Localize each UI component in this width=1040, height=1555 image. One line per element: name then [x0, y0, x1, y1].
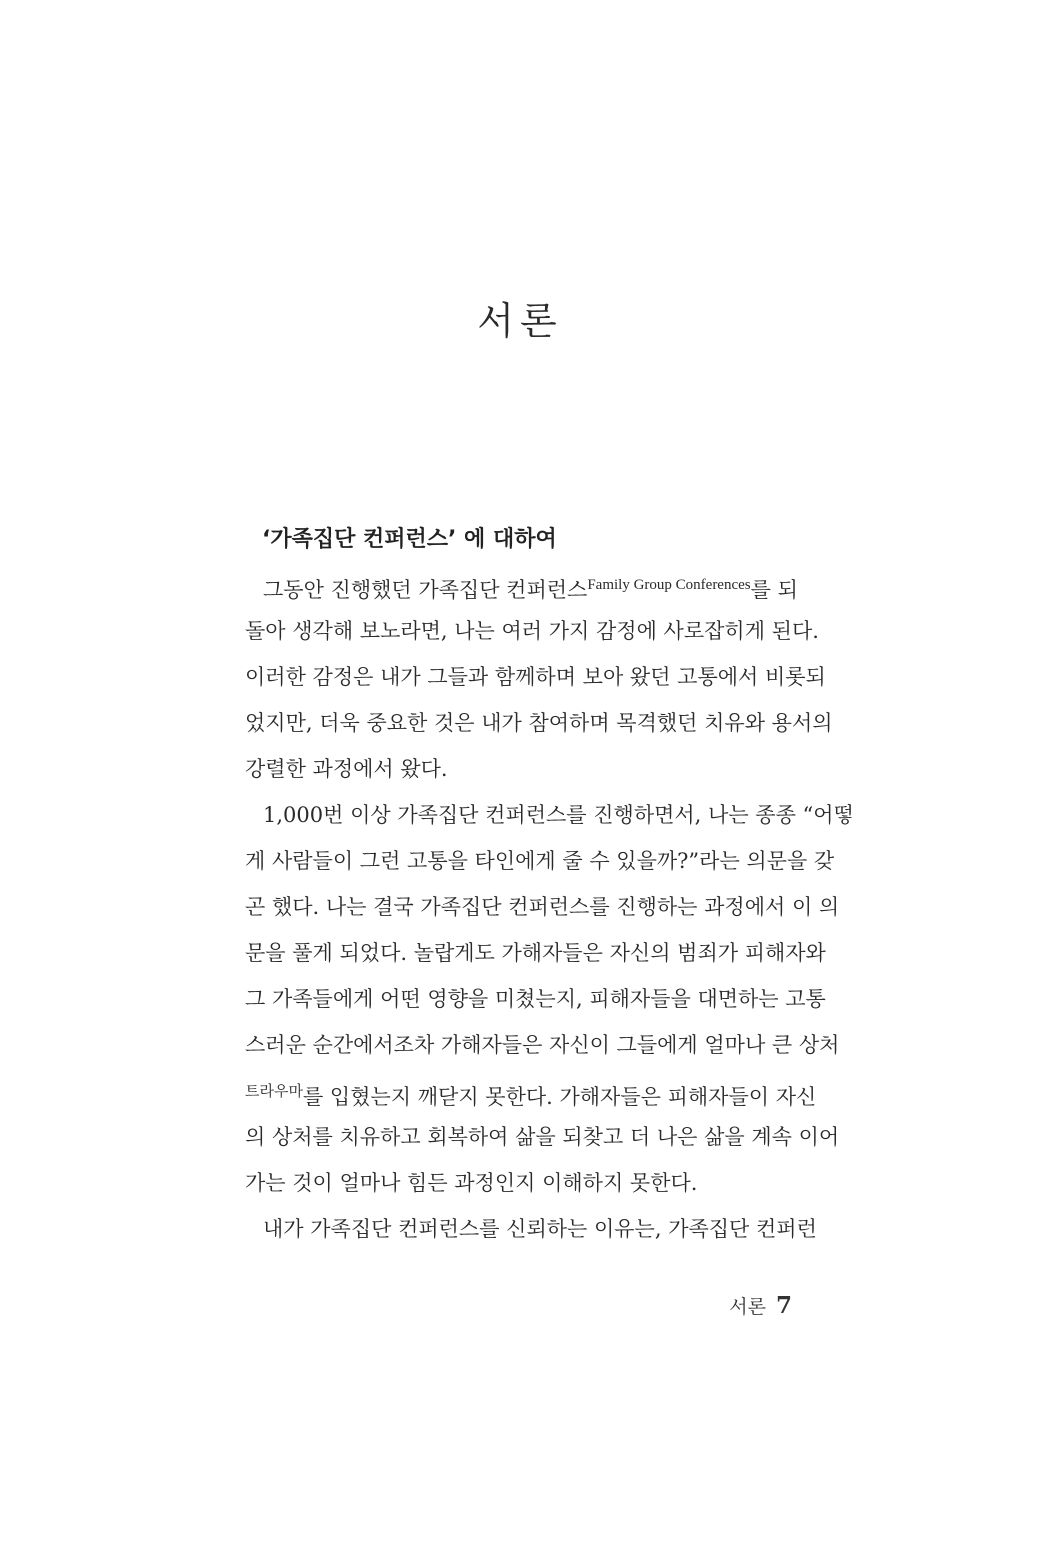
- paragraph-line: [245, 562, 798, 608]
- paragraph-line: 돌아 생각해 보노라면, 나는 여러 가지 감정에 사로잡히게 된다.: [245, 619, 819, 643]
- text-segment: 를 되: [750, 578, 798, 602]
- paragraph-line: 강렬한 과정에서 왔다.: [245, 757, 448, 781]
- text-segment: 를 입혔는지 깨닫지 못한다. 가해자들은 피해자들이 자신: [302, 1085, 817, 1109]
- body-text: [245, 562, 854, 1252]
- paragraph-line: 었지만, 더욱 중요한 것은 내가 참여하며 목격했던 치유와 용서의: [245, 711, 833, 735]
- page-number: 7: [775, 1292, 792, 1319]
- paragraph-line: 의 상처를 치유하고 회복하여 삶을 되찾고 더 나은 삶을 계속 이어: [245, 1125, 840, 1149]
- running-head: 서론: [729, 1296, 766, 1318]
- paragraph-line: 1,000번 이상 가족집단 컨퍼런스를 진행하면서, 나는 종종 “어떻: [263, 803, 854, 827]
- paragraph-line: 스러운 순간에서조차 가해자들은 자신이 그들에게 얼마나 큰 상처: [245, 1033, 840, 1057]
- chapter-title: 서론: [477, 299, 563, 343]
- paragraph-line: [245, 1068, 817, 1114]
- paragraph-line: 게 사람들이 그런 고통을 타인에게 줄 수 있을까?”라는 의문을 갖: [245, 849, 835, 873]
- section-heading: ‘가족집단 컨퍼런스’ 에 대하여: [262, 527, 557, 552]
- text-segment: 그동안 진행했던 가족집단 컨퍼런스: [263, 578, 588, 602]
- superscript-annotation: 트라우마: [245, 1082, 303, 1100]
- paragraph-line: 내가 가족집단 컨퍼런스를 신뢰하는 이유는, 가족집단 컨퍼런: [263, 1217, 817, 1241]
- paragraph-line: 이러한 감정은 내가 그들과 함께하며 보아 왔던 고통에서 비롯되: [245, 665, 826, 689]
- paragraph-line: 문을 풀게 되었다. 놀랍게도 가해자들은 자신의 범죄가 피해자와: [245, 941, 826, 965]
- paragraph-line: 가는 것이 얼마나 힘든 과정인지 이해하지 못한다.: [245, 1171, 698, 1195]
- paragraph-line: 곤 했다. 나는 결국 가족집단 컨퍼런스를 진행하는 과정에서 이 의: [245, 895, 840, 919]
- page-footer: [729, 1292, 792, 1319]
- paragraph-line: 그 가족들에게 어떤 영향을 미쳤는지, 피해자들을 대면하는 고통: [245, 987, 826, 1011]
- superscript-annotation: Family Group Conferences: [587, 577, 751, 593]
